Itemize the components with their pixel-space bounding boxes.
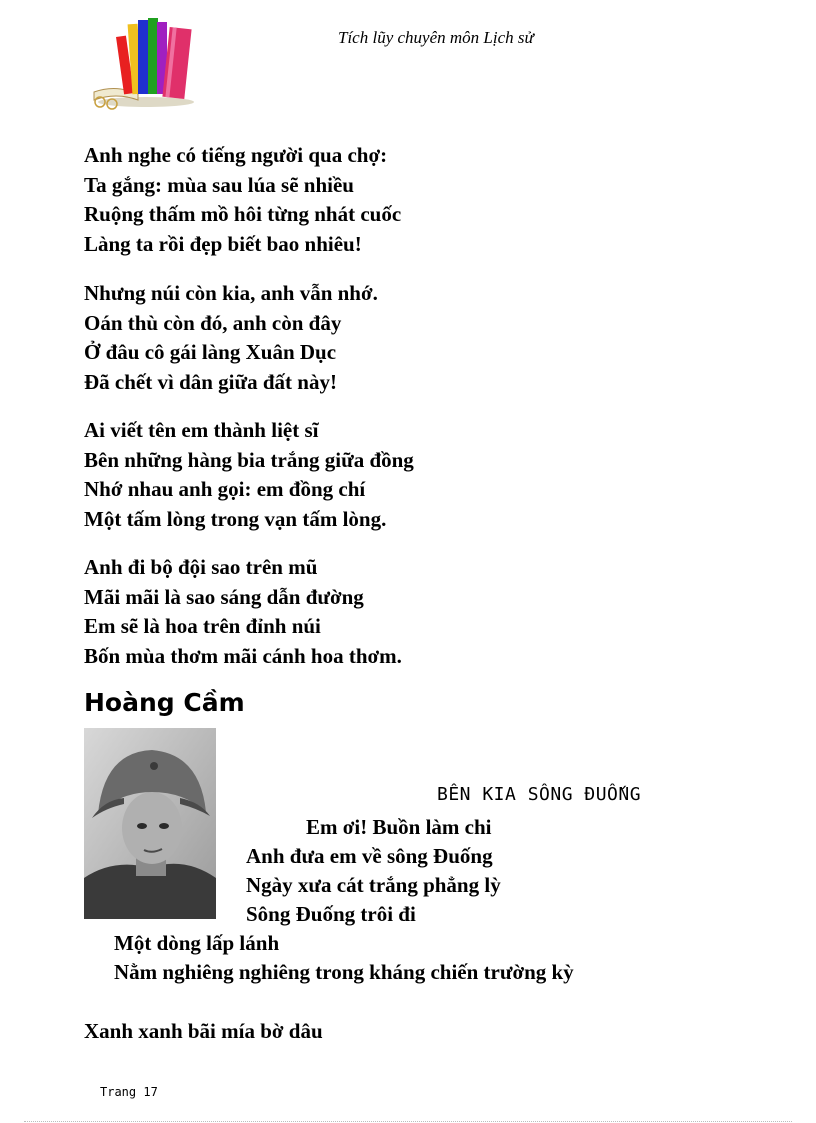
poem-line: Bốn mùa thơm mãi cánh hoa thơm. <box>84 643 402 668</box>
poem-line: Anh đi bộ đội sao trên mũ <box>84 555 318 579</box>
poem-line: Mãi mãi là sao sáng dẫn đường <box>84 584 364 609</box>
stanza-1 <box>84 141 401 259</box>
poem-line: Anh đưa em về sông Đuống <box>246 844 493 868</box>
poem-line: Bên những hàng bia trắng giữa đồng <box>84 447 414 472</box>
poem-line: Một tấm lòng trong vạn tấm lòng. <box>84 506 387 531</box>
footer-divider <box>24 1121 792 1122</box>
poem-line: Ta gắng: mùa sau lúa sẽ nhiều <box>84 172 354 197</box>
poem-line: Anh nghe có tiếng người qua chợ: <box>84 143 388 167</box>
poem-line: Nằm nghiêng nghiêng trong kháng chiến trường kỳ <box>114 960 574 984</box>
poem-line: Nhớ nhau anh gọi: em đồng chí <box>84 477 366 501</box>
author-name: Hoàng Cầm <box>84 688 245 717</box>
poem-line: Ruộng thấm mồ hôi từng nhát cuốc <box>84 202 402 226</box>
poem-line: Sông Đuống trôi đi <box>246 902 416 926</box>
poem-line: Ngày xưa cát trắng phẳng lỳ <box>246 873 501 897</box>
author-portrait-photo <box>84 728 216 919</box>
header-title: Tích lũy chuyên môn Lịch sử <box>338 28 534 47</box>
stanza-2 <box>84 279 378 397</box>
poem-line: Ai viết tên em thành liệt sĩ <box>84 418 319 442</box>
stanza-4 <box>84 553 402 671</box>
page-number: Trang 17 <box>100 1085 158 1099</box>
stanza-3 <box>84 416 414 534</box>
poem-line: Một dòng lấp lánh <box>114 931 280 955</box>
poem-line: Làng ta rồi đẹp biết bao nhiêu! <box>84 231 362 256</box>
poem-line: Xanh xanh bãi mía bờ dâu <box>84 1019 323 1043</box>
poem-line: Nhưng núi còn kia, anh vẫn nhớ. <box>84 281 378 305</box>
poem-line: Em ơi! Buồn làm chi <box>306 815 492 839</box>
poem-line: Em sẽ là hoa trên đỉnh núi <box>84 614 321 638</box>
poem-line: Oán thù còn đó, anh còn đây <box>84 310 342 335</box>
poem-line: Đã chết vì dân giữa đất này! <box>84 369 337 394</box>
poem-title: BÊN KIA SÔNG ĐUỐNG <box>437 784 642 805</box>
books-stack-icon <box>86 14 206 114</box>
poem-line: Ở đâu cô gái làng Xuân Dục <box>84 340 337 364</box>
